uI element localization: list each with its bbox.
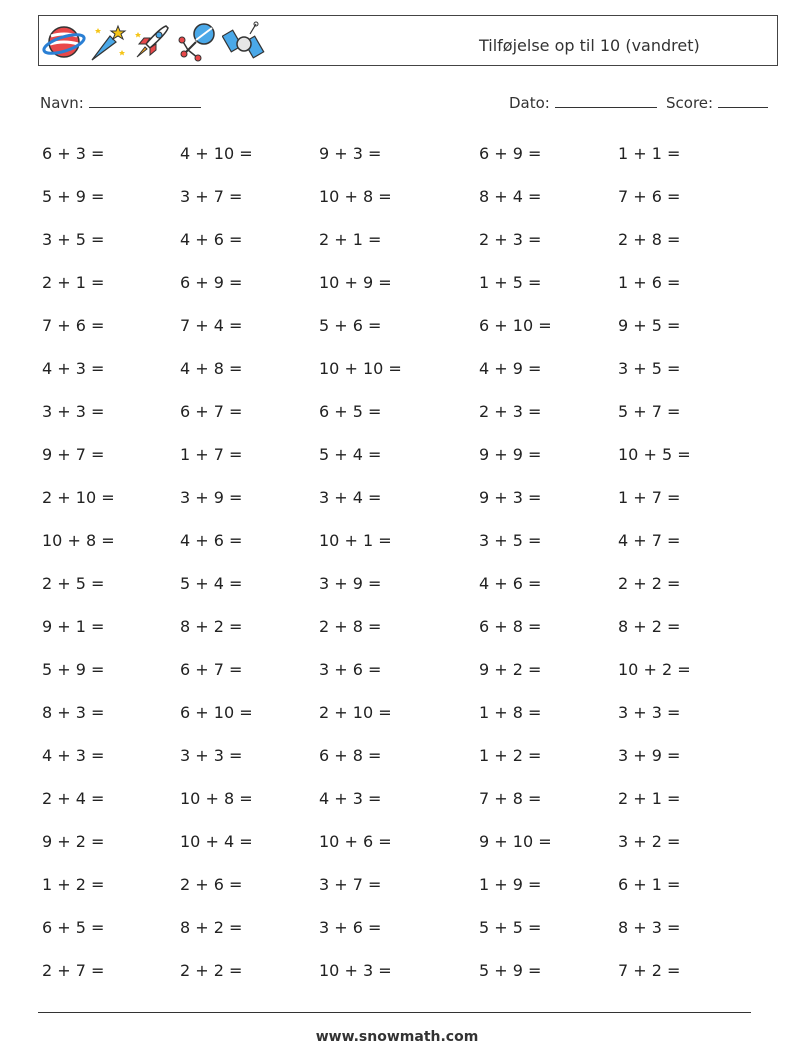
problem-row [42,617,742,641]
problem-cell: 2 + 4 = [42,789,105,808]
name-label: Navn: [40,94,84,112]
problem-cell: 2 + 5 = [42,574,105,593]
problem-cell: 7 + 8 = [479,789,542,808]
score-field [666,93,768,112]
problem-cell: 3 + 9 = [618,746,681,765]
problem-cell: 3 + 9 = [180,488,243,507]
problem-cell: 8 + 2 = [618,617,681,636]
problem-cell: 6 + 9 = [180,273,243,292]
problem-cell: 10 + 8 = [180,789,253,808]
problem-cell: 1 + 8 = [479,703,542,722]
problem-cell: 2 + 6 = [180,875,243,894]
problem-cell: 7 + 6 = [618,187,681,206]
problem-cell: 4 + 3 = [42,359,105,378]
problem-cell: 6 + 7 = [180,402,243,421]
problem-cell: 3 + 7 = [180,187,243,206]
problem-cell: 1 + 7 = [180,445,243,464]
problem-cell: 3 + 5 = [479,531,542,550]
problem-cell: 8 + 2 = [180,617,243,636]
problem-cell: 7 + 2 = [618,961,681,980]
problem-cell: 2 + 3 = [479,402,542,421]
problem-cell: 3 + 3 = [618,703,681,722]
problem-cell: 7 + 6 = [42,316,105,335]
problem-cell: 5 + 4 = [180,574,243,593]
problem-cell: 10 + 1 = [319,531,392,550]
problem-cell: 10 + 2 = [618,660,691,679]
problem-cell: 2 + 2 = [618,574,681,593]
problem-cell: 2 + 3 = [479,230,542,249]
problem-cell: 4 + 3 = [42,746,105,765]
problem-cell: 7 + 4 = [180,316,243,335]
problem-cell: 6 + 1 = [618,875,681,894]
problem-cell: 9 + 3 = [479,488,542,507]
problem-cell: 10 + 4 = [180,832,253,851]
problem-cell: 3 + 7 = [319,875,382,894]
problem-cell: 6 + 3 = [42,144,105,163]
problem-cell: 3 + 5 = [618,359,681,378]
problem-row [42,187,742,211]
problem-cell: 4 + 8 = [180,359,243,378]
problem-cell: 1 + 2 = [42,875,105,894]
problem-row [42,230,742,254]
problem-cell: 1 + 1 = [618,144,681,163]
problem-row [42,789,742,813]
problem-cell: 9 + 3 = [319,144,382,163]
problem-cell: 3 + 3 = [180,746,243,765]
comet-icon [88,20,128,64]
footer-divider [38,1012,751,1013]
problem-cell: 4 + 6 = [180,531,243,550]
problem-row [42,402,742,426]
problem-cell: 9 + 5 = [618,316,681,335]
problem-row [42,703,742,727]
problem-row [42,574,742,598]
problem-cell: 6 + 8 = [319,746,382,765]
problem-cell: 6 + 10 = [180,703,253,722]
space-station-icon [222,20,266,64]
problem-cell: 6 + 10 = [479,316,552,335]
problem-cell: 9 + 10 = [479,832,552,851]
problem-cell: 2 + 7 = [42,961,105,980]
problem-cell: 2 + 1 = [319,230,382,249]
problem-row [42,531,742,555]
problem-cell: 10 + 3 = [319,961,392,980]
problem-cell: 4 + 7 = [618,531,681,550]
problem-cell: 5 + 4 = [319,445,382,464]
date-label: Dato: [509,94,550,112]
problem-row [42,832,742,856]
problem-cell: 4 + 10 = [180,144,253,163]
score-label: Score: [666,94,714,112]
problem-cell: 10 + 9 = [319,273,392,292]
problem-row [42,488,742,512]
score-blank[interactable] [718,93,768,108]
problem-cell: 6 + 8 = [479,617,542,636]
problem-cell: 4 + 6 = [479,574,542,593]
problem-cell: 9 + 2 = [479,660,542,679]
problem-cell: 3 + 9 = [319,574,382,593]
problem-cell: 9 + 9 = [479,445,542,464]
problem-cell: 5 + 9 = [479,961,542,980]
problem-cell: 4 + 6 = [180,230,243,249]
problem-cell: 8 + 3 = [618,918,681,937]
problem-cell: 9 + 1 = [42,617,105,636]
problem-cell: 3 + 6 = [319,660,382,679]
problem-cell: 1 + 7 = [618,488,681,507]
problem-cell: 5 + 7 = [618,402,681,421]
problem-cell: 2 + 2 = [180,961,243,980]
problem-cell: 3 + 6 = [319,918,382,937]
problem-row [42,273,742,297]
problem-cell: 6 + 5 = [319,402,382,421]
problem-cell: 6 + 5 = [42,918,105,937]
problem-cell: 4 + 9 = [479,359,542,378]
problem-cell: 2 + 10 = [319,703,392,722]
date-blank[interactable] [555,93,657,108]
problem-cell: 10 + 5 = [618,445,691,464]
problem-cell: 10 + 8 = [319,187,392,206]
problem-cell: 2 + 1 = [42,273,105,292]
problem-cell: 8 + 4 = [479,187,542,206]
problem-cell: 5 + 5 = [479,918,542,937]
problem-cell: 5 + 9 = [42,187,105,206]
problem-row [42,918,742,942]
problem-cell: 5 + 6 = [319,316,382,335]
problem-row [42,660,742,684]
rocket-icon [130,20,174,64]
problem-cell: 3 + 5 = [42,230,105,249]
problem-cell: 9 + 2 = [42,832,105,851]
problem-row [42,746,742,770]
problem-cell: 8 + 3 = [42,703,105,722]
problem-cell: 2 + 10 = [42,488,115,507]
header-box [38,15,778,66]
problem-row [42,961,742,985]
problem-cell: 3 + 2 = [618,832,681,851]
worksheet-title: Tilføjelse op til 10 (vandret) [479,36,700,55]
planet-icon [42,20,86,64]
problem-row [42,359,742,383]
problem-cell: 3 + 4 = [319,488,382,507]
header-icons [42,20,266,64]
problem-cell: 2 + 8 = [319,617,382,636]
problem-cell: 2 + 1 = [618,789,681,808]
problem-cell: 10 + 10 = [319,359,402,378]
problem-cell: 1 + 9 = [479,875,542,894]
problem-cell: 6 + 7 = [180,660,243,679]
problem-cell: 1 + 5 = [479,273,542,292]
problem-row [42,316,742,340]
date-field [509,93,657,112]
problem-row [42,875,742,899]
problem-cell: 1 + 2 = [479,746,542,765]
problem-cell: 9 + 7 = [42,445,105,464]
name-field [40,93,201,112]
problem-cell: 8 + 2 = [180,918,243,937]
problem-row [42,144,742,168]
problem-cell: 10 + 8 = [42,531,115,550]
problem-row [42,445,742,469]
footer-site: www.snowmath.com [315,1029,479,1045]
problem-cell: 6 + 9 = [479,144,542,163]
satellite-dish-icon [176,20,220,64]
problem-cell: 2 + 8 = [618,230,681,249]
problem-cell: 4 + 3 = [319,789,382,808]
problem-cell: 3 + 3 = [42,402,105,421]
name-blank[interactable] [89,93,201,108]
problem-cell: 1 + 6 = [618,273,681,292]
problem-cell: 10 + 6 = [319,832,392,851]
problem-cell: 5 + 9 = [42,660,105,679]
